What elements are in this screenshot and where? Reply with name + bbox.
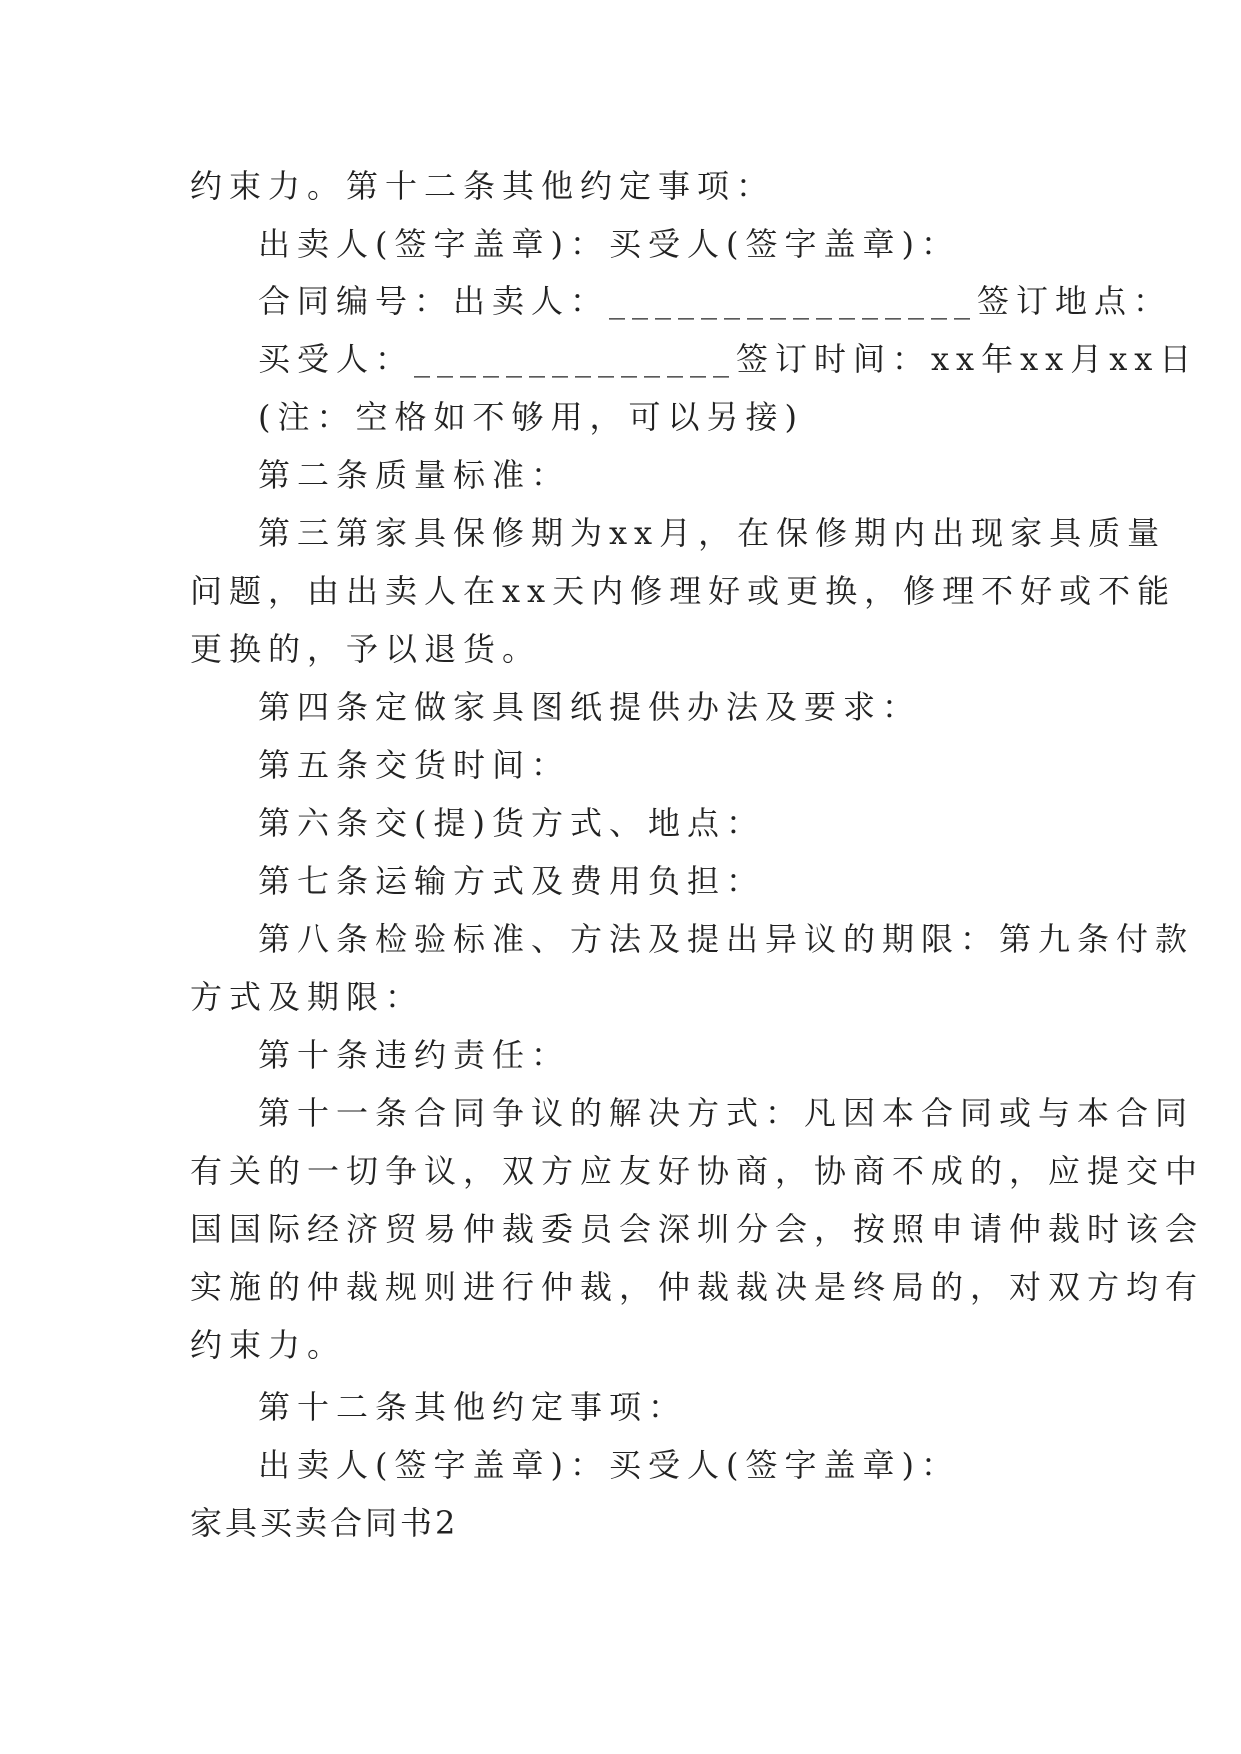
text-line: 第七条运输方式及费用负担： — [258, 862, 766, 900]
text-line: 出卖人(签字盖章)：买受人(签字盖章)： — [258, 1446, 960, 1484]
text-line: 第十一条合同争议的解决方式：凡因本合同或与本合同 — [258, 1094, 1195, 1132]
text-line: 有关的一切争议，双方应友好协商，协商不成的，应提交中 — [190, 1152, 1205, 1190]
text-line: 实施的仲裁规则进行仲裁，仲裁裁决是终局的，对双方均有 — [190, 1268, 1205, 1306]
text-line: 方式及期限： — [190, 978, 425, 1016]
text-line: 问题，由出卖人在xx天内修理好或更换，修理不好或不能 — [190, 572, 1177, 610]
text-line: 第四条定做家具图纸提供办法及要求： — [258, 688, 922, 726]
text-line: 第五条交货时间： — [258, 746, 571, 784]
text-line: 第三第家具保修期为xx月，在保修期内出现家具质量 — [258, 514, 1167, 552]
text-line: 第十条违约责任： — [258, 1036, 571, 1074]
text-line: (注：空格如不够用，可以另接) — [258, 398, 804, 436]
text-line: 第十二条其他约定事项： — [258, 1388, 688, 1426]
text-line: 更换的，予以退货。 — [190, 630, 542, 668]
text-line: 出卖人(签字盖章)：买受人(签字盖章)： — [258, 225, 960, 263]
text-line: 买受人：______________签订时间：xx年xx月xx日 — [258, 340, 1199, 378]
text-line: 国国际经济贸易仲裁委员会深圳分会，按照申请仲裁时该会 — [190, 1210, 1205, 1248]
text-line: 第八条检验标准、方法及提出异议的期限：第九条付款 — [258, 920, 1195, 958]
section-heading: 家具买卖合同书2 — [190, 1504, 459, 1542]
text-line: 合同编号：出卖人：________________签订地点： — [258, 282, 1173, 320]
text-line: 第六条交(提)货方式、地点： — [258, 804, 765, 842]
text-line: 第二条质量标准： — [258, 456, 571, 494]
text-line: 约束力。 — [190, 1326, 347, 1364]
text-line: 约束力。第十二条其他约定事项： — [190, 167, 776, 205]
